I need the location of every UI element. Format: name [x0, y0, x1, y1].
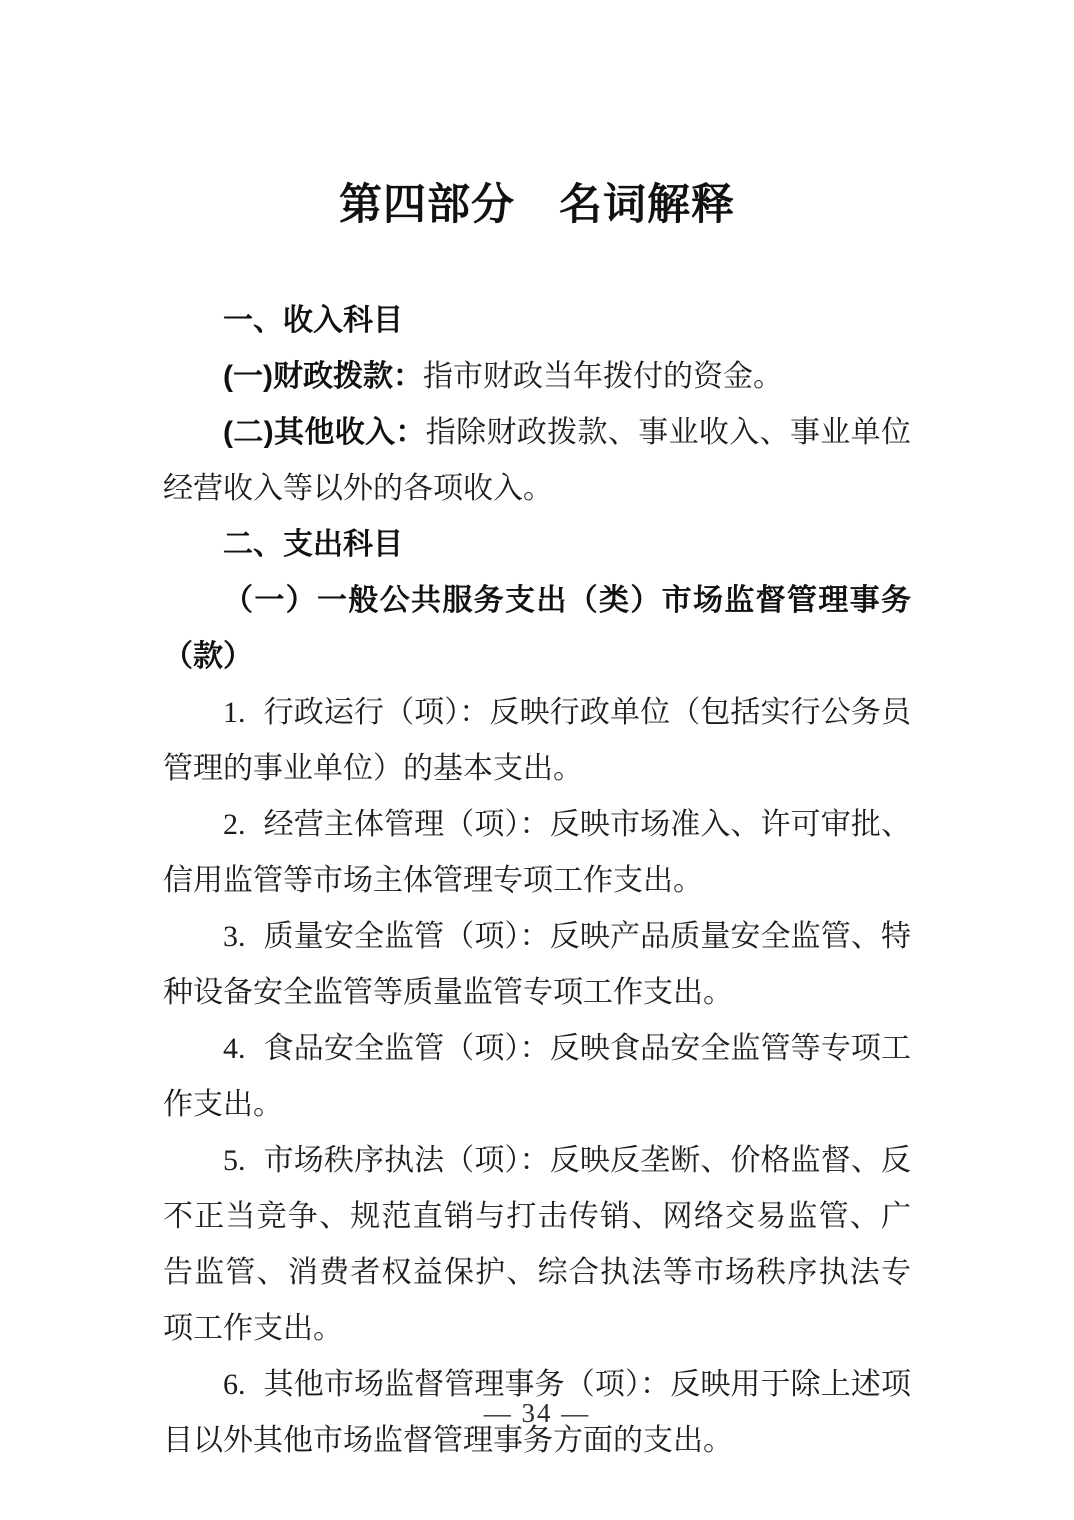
- paragraph-lead: (二)其他收入：: [223, 416, 426, 450]
- item-text: 市场秩序执法（项）：反映反垄断、价格监督、反不正当竞争、规范直销与打击传销、网络交易监管、广告监管、消费者权益保护、综合执法等市场秩序执法专项工作支出。: [163, 1144, 911, 1346]
- item-text: 行政运行（项）：反映行政单位（包括实行公务员管理的事业单位）的基本支出。: [163, 696, 911, 786]
- item-text: 质量安全监管（项）：反映产品质量安全监管、特种设备安全监管等质量监管专项工作支出。: [163, 920, 911, 1010]
- item-text: 经营主体管理（项）：反映市场准入、许可审批、信用监管等市场主体管理专项工作支出。: [163, 808, 911, 898]
- item-number: 6.: [223, 1368, 246, 1402]
- expense-item-3: [163, 909, 911, 1021]
- item-number: 5.: [223, 1144, 246, 1178]
- page-title: 第四部分 名词解释: [339, 181, 735, 229]
- item-number: 1.: [223, 696, 246, 730]
- item-text: 其他市场监督管理事务（项）：反映用于除上述项目以外其他市场监督管理事务方面的支出。: [163, 1368, 911, 1458]
- expense-item-4: [163, 1021, 911, 1133]
- expense-item-2: [163, 797, 911, 909]
- item-text: 食品安全监管（项）：反映食品安全监管等专项工作支出。: [163, 1032, 911, 1122]
- document-body: [163, 182, 911, 1469]
- section-heading-expense: 二、支出科目: [223, 528, 403, 562]
- paragraph-fiscal-appropriation: [163, 349, 911, 405]
- paragraph-text: 指除财政拨款、事业收入、事业单位经营收入等以外的各项收入。: [163, 416, 912, 506]
- expense-category-heading: （一）一般公共服务支出（类）市场监督管理事务（款）: [163, 584, 911, 674]
- page-number: — 34 —: [483, 1398, 591, 1428]
- section-heading-income: 一、收入科目: [223, 304, 403, 338]
- item-number: 2.: [223, 808, 246, 842]
- paragraph-lead: (一)财政拨款：: [223, 360, 423, 394]
- item-number: 3.: [223, 920, 246, 954]
- expense-item-5: [163, 1133, 911, 1357]
- item-number: 4.: [223, 1032, 246, 1066]
- paragraph-text: 指市财政当年拨付的资金。: [422, 360, 783, 394]
- expense-item-1: [163, 685, 911, 797]
- paragraph-other-income: [163, 405, 911, 517]
